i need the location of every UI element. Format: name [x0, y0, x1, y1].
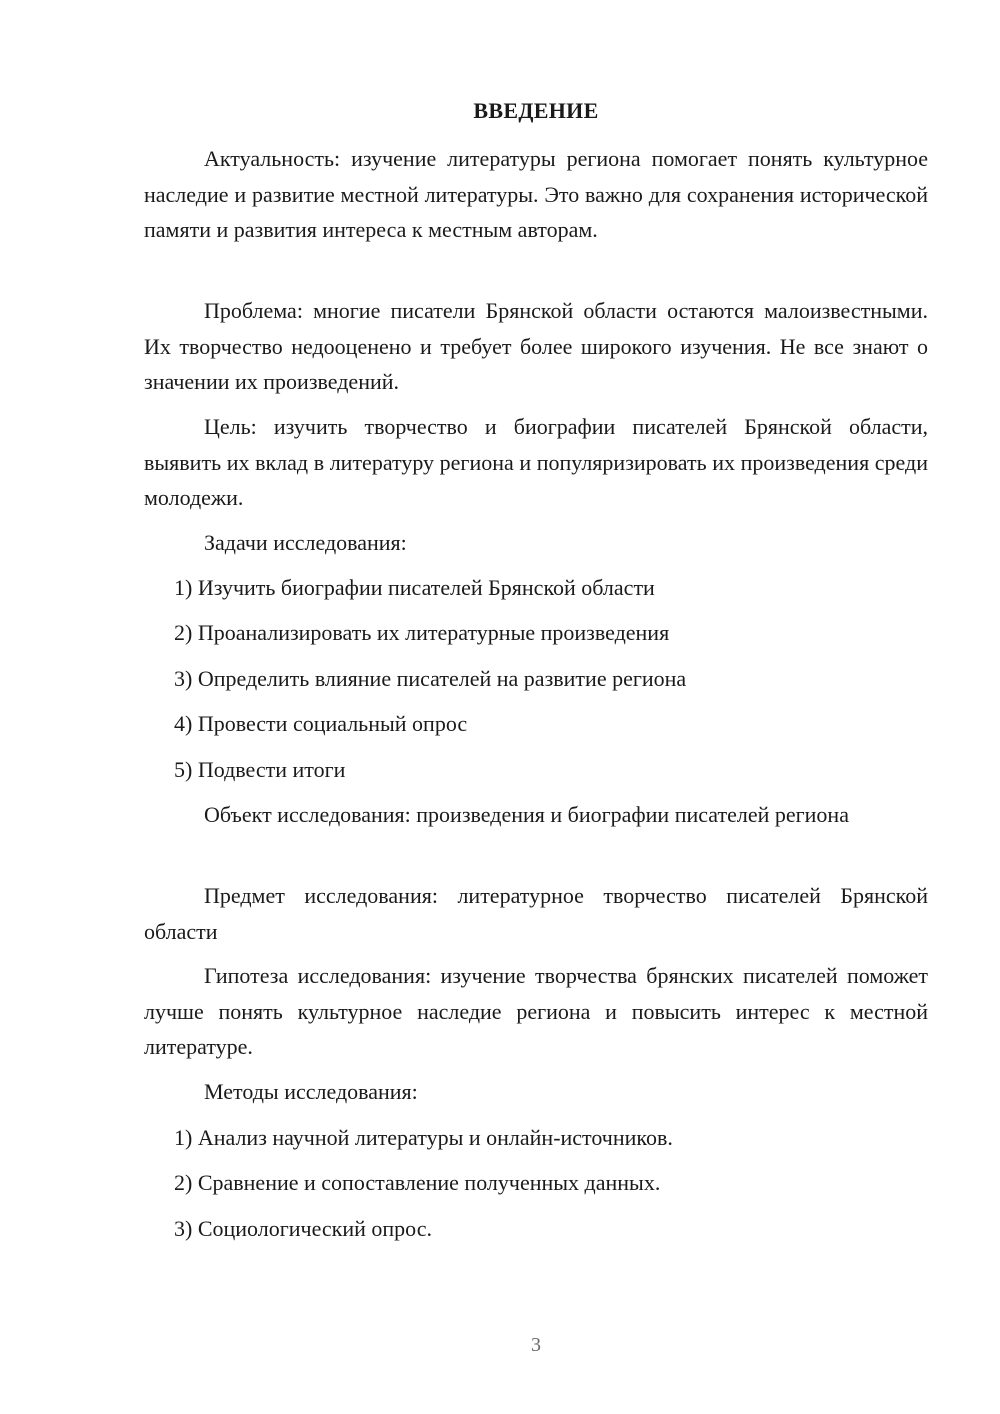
document-page — [144, 0, 928, 1414]
method-item: 3) Социологический опрос. — [174, 1216, 432, 1241]
method-item: 1) Анализ научной литературы и онлайн-источников. — [174, 1125, 673, 1150]
task-item: 4) Провести социальный опрос — [174, 711, 468, 736]
relevance-paragraph: Актуальность: изучение литературы региона помогает понять культурное наследие и развитие местной литературы. Это важно для сохранения исторической памяти и развития интереса к местным авторам. — [144, 146, 928, 242]
task-item: 1) Изучить биографии писателей Брянской области — [174, 575, 655, 600]
task-item: 3) Определить влияние писателей на развитие региона — [174, 666, 687, 691]
subject-paragraph: Предмет исследования: литературное творчество писателей Брянской области — [144, 883, 928, 944]
tasks-heading: Задачи исследования: — [204, 530, 407, 555]
task-item: 2) Проанализировать их литературные произведения — [174, 620, 670, 645]
page-number: 3 — [531, 1334, 541, 1356]
page-title: ВВЕДЕНИЕ — [473, 98, 599, 123]
problem-paragraph: Проблема: многие писатели Брянской области остаются малоизвестными. Их творчество недооценено и требует более широкого изучения. Не все знают о значении их произведений. — [144, 298, 928, 394]
hypothesis-paragraph: Гипотеза исследования: изучение творчества брянских писателей поможет лучше понять культурное наследие региона и повысить интерес к местной литературе. — [144, 963, 928, 1059]
method-item: 2) Сравнение и сопоставление полученных данных. — [174, 1170, 661, 1195]
goal-paragraph: Цель: изучить творчество и биографии писателей Брянской области, выявить их вклад в литературу региона и популяризировать их произведения среди молодежи. — [144, 414, 928, 510]
task-item: 5) Подвести итоги — [174, 757, 346, 782]
object-paragraph: Объект исследования: произведения и биографии писателей региона — [204, 802, 849, 827]
methods-heading: Методы исследования: — [204, 1079, 418, 1104]
